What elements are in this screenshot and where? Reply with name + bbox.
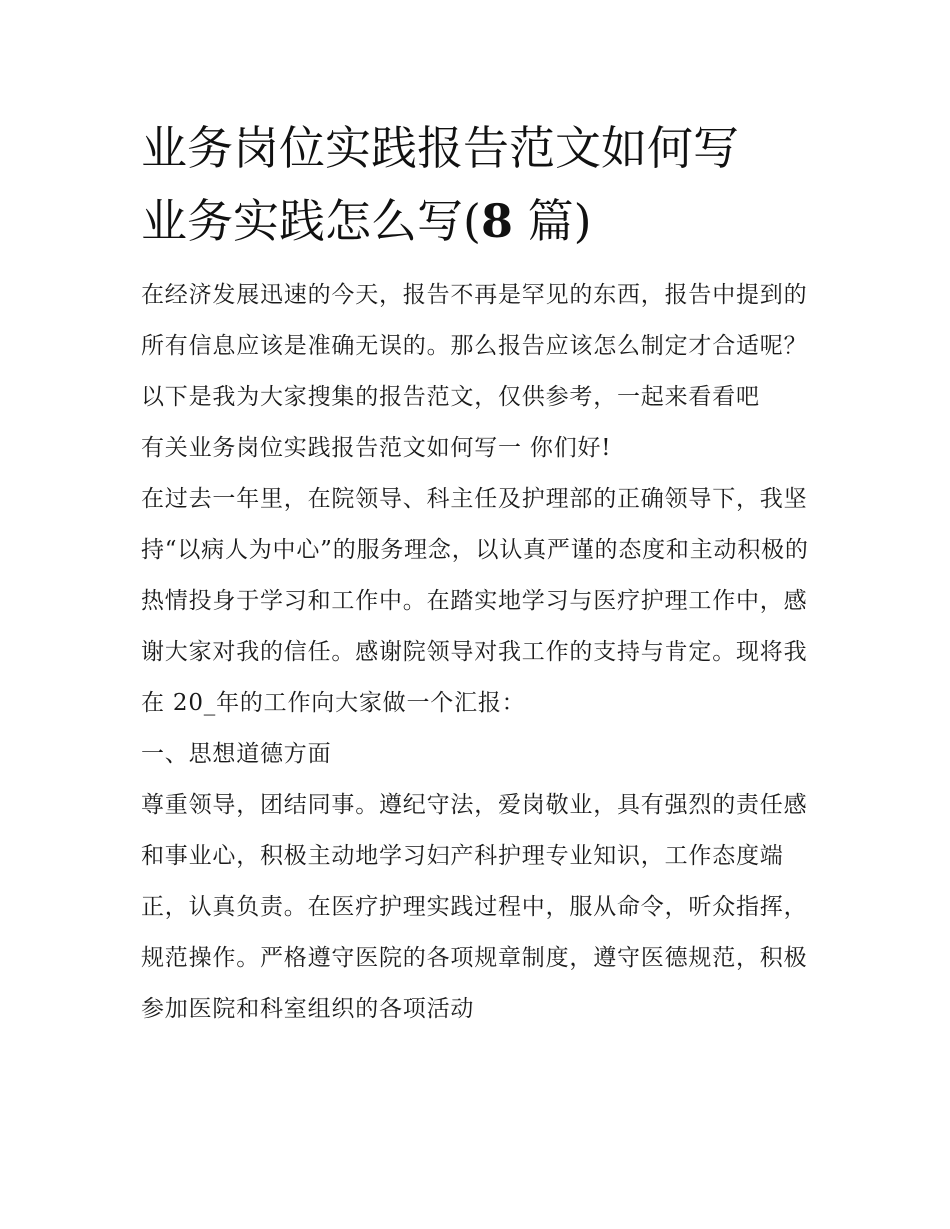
title-line-2-suffix: 篇): [512, 194, 592, 248]
report-paragraph: 在过去一年里，在院领导、科主任及护理部的正确领导下，我坚持“以病人为中心”的服务理念，以认真严谨的态度和主动积极的热情投身于学习和工作中。在踏实地学习与医疗护理工作中，感谢大家对我的信任。感谢院领导对我工作的支持与肯定。现将我在 20_年的工作向大家做一个汇报：: [141, 486, 809, 716]
title-line-2: [141, 185, 815, 258]
section-heading-ethics: 一、思想道德方面: [141, 741, 332, 767]
section-heading-greeting: 有关业务岗位实践报告范文如何写一 你们好!: [141, 435, 612, 461]
title-line-1: 业务岗位实践报告范文如何写: [141, 121, 739, 175]
document-body: [141, 112, 815, 1035]
document-title: [141, 112, 815, 258]
ethics-paragraph: 尊重领导，团结同事。遵纪守法，爱岗敬业，具有强烈的责任感和事业心，积极主动地学习妇产科护理专业知识，工作态度端正，认真负责。在医疗护理实践过程中，服从命令，听众指挥，规范操作。严格遵守医院的各项规章制度，遵守医德规范，积极参加医院和科室组织的各项活动: [141, 792, 808, 1022]
intro-paragraph: 在经济发展迅速的今天，报告不再是罕见的东西，报告中提到的所有信息应该是准确无误的。那么报告应该怎么制定才合适呢？以下是我为大家搜集的报告范文，仅供参考，一起来看看吧: [141, 282, 808, 410]
title-line-2-prefix: 业务实践怎么写(: [141, 194, 481, 248]
title-count: 8: [480, 194, 513, 248]
